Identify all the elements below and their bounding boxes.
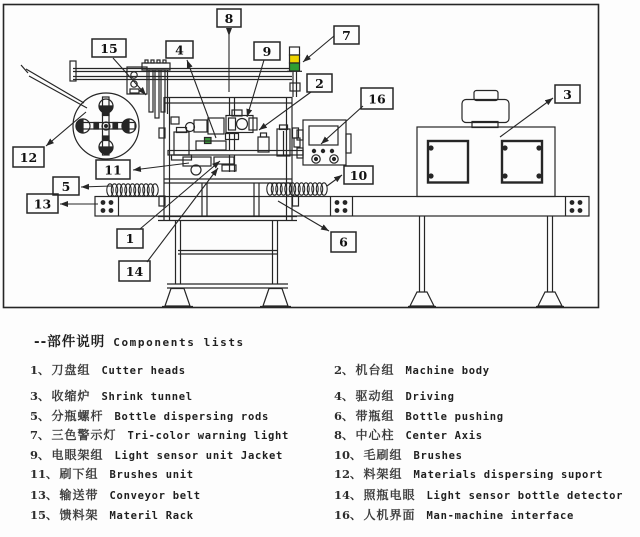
components-list-heading — [34, 330, 245, 351]
callout-15-label: 15 — [100, 41, 118, 56]
callout-6-label: 6 — [339, 234, 348, 250]
components-list-heading-en: Components lists — [113, 336, 245, 349]
legend-item-14: 14、 照瓶电眼 Light sensor bottle detector — [334, 488, 624, 502]
tunnel-door-left — [428, 141, 468, 183]
legend-item-9: 9、 电眼架组 Light sensor unit Jacket — [30, 448, 284, 462]
callout-13-label: 13 — [33, 196, 52, 212]
legend-item-6: 6、 带瓶组 Bottle pushing — [334, 409, 504, 423]
tunnel-door-right — [502, 141, 542, 183]
callout-10-label: 10 — [349, 168, 368, 183]
legend-item-10: 10、 毛刷组 Brushes — [334, 448, 463, 462]
legend-item-8: 8、 中心柱 Center Axis — [334, 428, 483, 442]
callout-11-label: 11 — [104, 162, 122, 178]
legend-item-5: 5、 分瓶螺杆 Bottle dispersing rods — [30, 409, 270, 423]
legend-item-3: 3、 收缩炉 Shrink tunnel — [30, 389, 193, 403]
callout-12-label: 12 — [19, 150, 38, 165]
callout-4-label: 4 — [175, 42, 184, 58]
callout-1-label: 1 — [125, 231, 135, 246]
legend-item-11: 11、 刷下组 Brushes unit — [30, 467, 194, 481]
callout-7-label: 7 — [342, 28, 351, 43]
legend-item-16: 16、 人机界面 Man-machine interface — [334, 508, 574, 522]
callout-2-label: 2 — [315, 76, 324, 91]
shrink-tunnel — [408, 91, 564, 307]
hmi-panel — [297, 120, 351, 165]
legend-item-15: 15、 馈料架 Materil Rack — [30, 508, 194, 522]
components-list-heading-zh: --部件说明 — [34, 334, 106, 350]
legend-item-1: 1、 刀盘组 Cutter heads — [30, 363, 186, 377]
callout-3-label: 3 — [563, 87, 572, 102]
brushes-coil — [267, 183, 327, 195]
legend-item-4: 4、 驱动组 Driving — [334, 389, 455, 403]
callout-5-label: 5 — [61, 179, 71, 194]
callout-8-label: 8 — [224, 11, 234, 26]
legend-item-13: 13、 输送带 Conveyor belt — [30, 488, 201, 502]
legend-item-7: 7、 三色警示灯 Tri-color warning light — [30, 428, 290, 442]
callout-14-label: 14 — [125, 264, 144, 279]
legend-item-2: 2、 机台组 Machine body — [334, 363, 490, 377]
legend-item-12: 12、 料架组 Materials dispersing suport — [334, 467, 604, 481]
bottle-dispersing-rods — [107, 184, 158, 196]
callout-16-label: 16 — [368, 91, 386, 107]
callout-9-label: 9 — [262, 44, 272, 59]
